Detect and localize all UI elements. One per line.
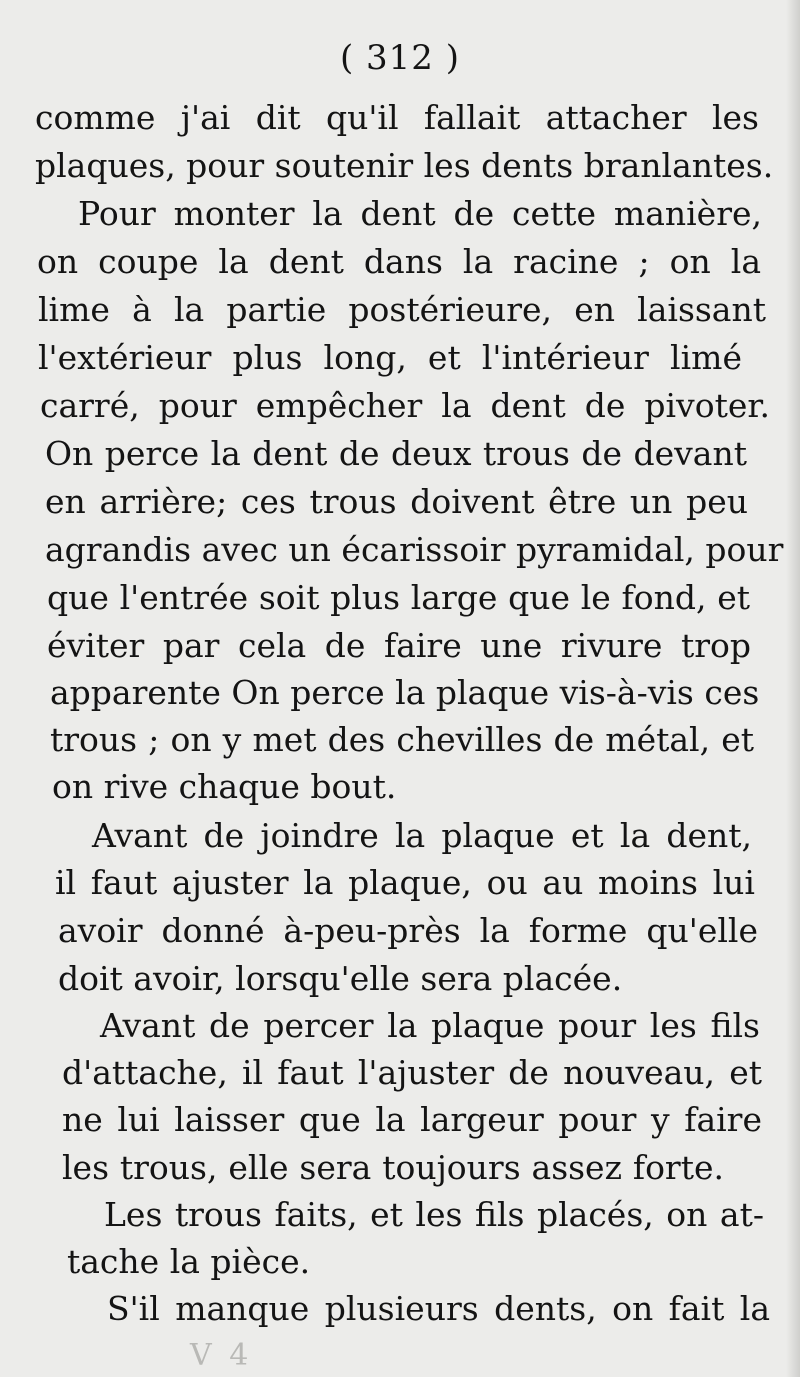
text-line: agrandis avec un écarissoir pyramidal, pour <box>45 530 784 569</box>
text-line: en arrière; ces trous doivent être un peu <box>45 482 748 521</box>
text-line: lime à la partie postérieure, en laissant <box>38 290 766 329</box>
page-number: ( 312 ) <box>339 38 461 78</box>
page-edge-shadow <box>786 0 800 1377</box>
text-line: il faut ajuster la plaque, ou au moins lui <box>55 863 755 902</box>
text-line: plaques, pour soutenir les dents branlantes. <box>35 146 774 185</box>
text-line: Avant de joindre la plaque et la dent, <box>92 816 752 855</box>
text-line: Pour monter la dent de cette manière, <box>78 194 762 233</box>
text-line: On perce la dent de deux trous de devant <box>45 434 747 473</box>
text-line: que l'entrée soit plus large que le fond, et <box>47 578 750 617</box>
text-line: avoir donné à-peu-près la forme qu'elle <box>58 911 758 950</box>
text-line: d'attache, il faut l'ajuster de nouveau, et <box>62 1053 762 1092</box>
text-line: Avant de percer la plaque pour les fils <box>100 1006 760 1045</box>
text-line: comme j'ai dit qu'il fallait attacher les <box>35 98 759 137</box>
text-line: carré, pour empêcher la dent de pivoter. <box>40 386 770 425</box>
text-line: tache la pièce. <box>67 1242 311 1281</box>
text-line: l'extérieur plus long, et l'intérieur limé <box>38 338 742 377</box>
text-line: ne lui laisser que la largeur pour y faire <box>62 1100 762 1139</box>
text-line: S'il manque plusieurs dents, on fait la <box>107 1289 770 1328</box>
text-line: trous ; on y met des chevilles de métal, et <box>50 720 754 759</box>
signature-mark: V 4 <box>190 1338 253 1373</box>
text-line: Les trous faits, et les fils placés, on at- <box>104 1195 764 1234</box>
text-line: on coupe la dent dans la racine ; on la <box>37 242 761 281</box>
text-line: les trous, elle sera toujours assez forte. <box>62 1148 724 1187</box>
text-line: apparente On perce la plaque vis-à-vis ces <box>50 673 760 712</box>
text-line: doit avoir, lorsqu'elle sera placée. <box>58 959 623 998</box>
text-line: éviter par cela de faire une rivure trop <box>47 626 751 665</box>
text-line: on rive chaque bout. <box>52 767 397 806</box>
